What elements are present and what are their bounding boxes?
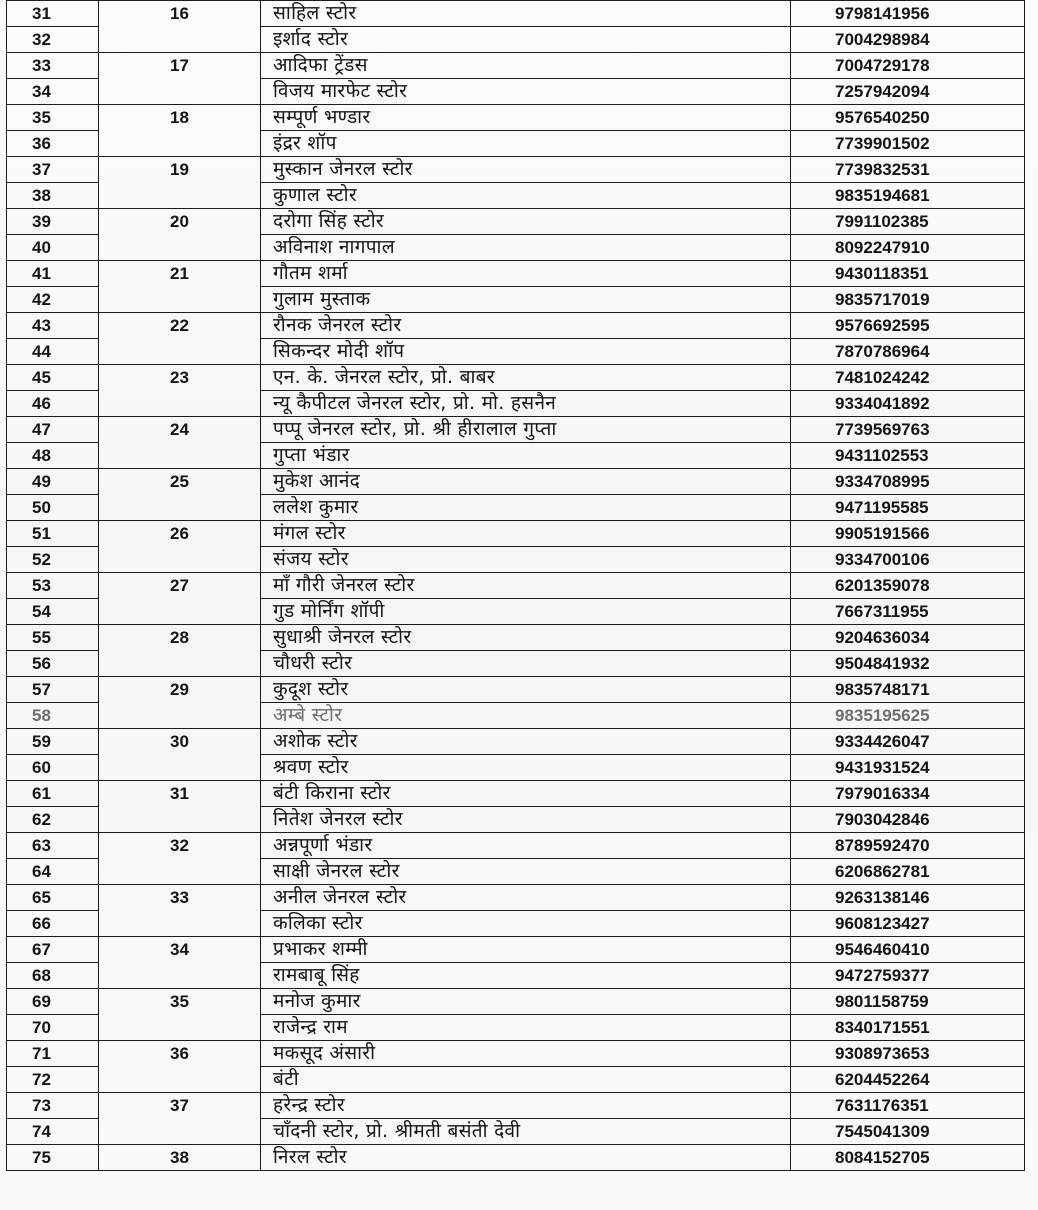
serial-number-cell: 41 xyxy=(7,261,99,287)
phone-number-cell: 9334700106 xyxy=(791,547,1025,573)
group-number-cell xyxy=(99,833,261,885)
store-name-cell: अन्नपूर्णा भंडार xyxy=(261,833,791,859)
phone-number-cell: 9546460410 xyxy=(791,937,1025,963)
table-row xyxy=(7,365,1025,391)
phone-number-cell: 7870786964 xyxy=(791,339,1025,365)
serial-number-cell: 42 xyxy=(7,287,99,313)
store-name-cell: बंटी किराना स्टोर xyxy=(261,781,791,807)
store-name-cell: गुप्ता भंडार xyxy=(261,443,791,469)
group-number-cell xyxy=(99,1145,261,1171)
store-name-cell: कलिका स्टोर xyxy=(261,911,791,937)
store-name-cell: साहिल स्टोर xyxy=(261,1,791,27)
serial-number-cell: 40 xyxy=(7,235,99,261)
store-name-cell: गुलाम मुस्ताक xyxy=(261,287,791,313)
store-name-cell: अम्बे स्टोर xyxy=(261,703,791,729)
serial-number-cell: 51 xyxy=(7,521,99,547)
phone-number-cell: 7667311955 xyxy=(791,599,1025,625)
table-row xyxy=(7,53,1025,79)
phone-number-cell: 7903042846 xyxy=(791,807,1025,833)
group-number: 30 xyxy=(170,732,189,751)
group-number-cell xyxy=(99,53,261,105)
serial-number-cell: 70 xyxy=(7,1015,99,1041)
table-row xyxy=(7,1041,1025,1067)
serial-number-cell: 67 xyxy=(7,937,99,963)
serial-number-cell: 75 xyxy=(7,1145,99,1171)
group-number-cell xyxy=(99,937,261,989)
phone-number-cell: 7979016334 xyxy=(791,781,1025,807)
serial-number-cell: 59 xyxy=(7,729,99,755)
serial-number-cell: 35 xyxy=(7,105,99,131)
phone-number-cell: 8789592470 xyxy=(791,833,1025,859)
phone-number-cell: 9334041892 xyxy=(791,391,1025,417)
store-name-cell: अशोक स्टोर xyxy=(261,729,791,755)
phone-number-cell: 6206862781 xyxy=(791,859,1025,885)
phone-number-cell: 7739569763 xyxy=(791,417,1025,443)
phone-number-cell: 9334426047 xyxy=(791,729,1025,755)
group-number: 25 xyxy=(170,472,189,491)
store-name-cell: कुदूश स्टोर xyxy=(261,677,791,703)
group-number: 24 xyxy=(170,420,189,439)
store-name-cell: इंद्रर शॉप xyxy=(261,131,791,157)
phone-number-cell: 9334708995 xyxy=(791,469,1025,495)
store-name-cell: दरोगा सिंह स्टोर xyxy=(261,209,791,235)
store-name-cell: चौधरी स्टोर xyxy=(261,651,791,677)
phone-number-cell: 9798141956 xyxy=(791,1,1025,27)
group-number: 16 xyxy=(170,4,189,23)
store-name-cell: कुणाल स्टोर xyxy=(261,183,791,209)
serial-number-cell: 64 xyxy=(7,859,99,885)
group-number-cell xyxy=(99,469,261,521)
table-row xyxy=(7,469,1025,495)
group-number: 38 xyxy=(170,1148,189,1167)
group-number: 18 xyxy=(170,108,189,127)
serial-number-cell: 66 xyxy=(7,911,99,937)
serial-number-cell: 65 xyxy=(7,885,99,911)
phone-number-cell: 7991102385 xyxy=(791,209,1025,235)
phone-number-cell: 9431931524 xyxy=(791,755,1025,781)
serial-number-cell: 46 xyxy=(7,391,99,417)
serial-number-cell: 48 xyxy=(7,443,99,469)
group-number: 21 xyxy=(170,264,189,283)
serial-number-cell: 62 xyxy=(7,807,99,833)
phone-number-cell: 7481024242 xyxy=(791,365,1025,391)
group-number: 23 xyxy=(170,368,189,387)
store-name-cell: मनोज कुमार xyxy=(261,989,791,1015)
table-row xyxy=(7,261,1025,287)
table-row xyxy=(7,937,1025,963)
table-row xyxy=(7,1145,1025,1171)
serial-number-cell: 45 xyxy=(7,365,99,391)
serial-number-cell: 57 xyxy=(7,677,99,703)
group-number-cell xyxy=(99,1,261,53)
phone-number-cell: 7004729178 xyxy=(791,53,1025,79)
serial-number-cell: 44 xyxy=(7,339,99,365)
group-number: 26 xyxy=(170,524,189,543)
phone-number-cell: 9608123427 xyxy=(791,911,1025,937)
serial-number-cell: 43 xyxy=(7,313,99,339)
table-row xyxy=(7,989,1025,1015)
store-name-cell: अनील जेनरल स्टोर xyxy=(261,885,791,911)
phone-number-cell: 7631176351 xyxy=(791,1093,1025,1119)
group-number: 27 xyxy=(170,576,189,595)
group-number: 19 xyxy=(170,160,189,179)
store-name-cell: निरल स्टोर xyxy=(261,1145,791,1171)
group-number-cell xyxy=(99,313,261,365)
serial-number-cell: 58 xyxy=(7,703,99,729)
store-name-cell: गौतम शर्मा xyxy=(261,261,791,287)
group-number-cell xyxy=(99,885,261,937)
serial-number-cell: 32 xyxy=(7,27,99,53)
serial-number-cell: 55 xyxy=(7,625,99,651)
phone-number-cell: 9576692595 xyxy=(791,313,1025,339)
store-name-cell: रौनक जेनरल स्टोर xyxy=(261,313,791,339)
phone-number-cell: 9308973653 xyxy=(791,1041,1025,1067)
store-name-cell: आदिफा ट्रेंडस xyxy=(261,53,791,79)
store-name-cell: सम्पूर्ण भण्डार xyxy=(261,105,791,131)
phone-number-cell: 9472759377 xyxy=(791,963,1025,989)
group-number: 34 xyxy=(170,940,189,959)
group-number-cell xyxy=(99,157,261,209)
group-number-cell xyxy=(99,521,261,573)
table-row xyxy=(7,105,1025,131)
table-row xyxy=(7,417,1025,443)
phone-number-cell: 7739901502 xyxy=(791,131,1025,157)
group-number-cell xyxy=(99,573,261,625)
serial-number-cell: 68 xyxy=(7,963,99,989)
phone-number-cell: 9504841932 xyxy=(791,651,1025,677)
store-name-cell: माँ गौरी जेनरल स्टोर xyxy=(261,573,791,599)
store-name-cell: मंगल स्टोर xyxy=(261,521,791,547)
group-number: 32 xyxy=(170,836,189,855)
phone-number-cell: 9263138146 xyxy=(791,885,1025,911)
phone-number-cell: 6204452264 xyxy=(791,1067,1025,1093)
phone-number-cell: 7739832531 xyxy=(791,157,1025,183)
store-name-cell: पप्पू जेनरल स्टोर, प्रो. श्री हीरालाल गुप्ता xyxy=(261,417,791,443)
serial-number-cell: 39 xyxy=(7,209,99,235)
group-number-cell xyxy=(99,1041,261,1093)
store-name-cell: अविनाश नागपाल xyxy=(261,235,791,261)
serial-number-cell: 54 xyxy=(7,599,99,625)
group-number-cell xyxy=(99,989,261,1041)
store-name-cell: न्यू कैपीटल जेनरल स्टोर, प्रो. मो. हसनैन xyxy=(261,391,791,417)
serial-number-cell: 47 xyxy=(7,417,99,443)
phone-number-cell: 7257942094 xyxy=(791,79,1025,105)
phone-number-cell: 9835194681 xyxy=(791,183,1025,209)
serial-number-cell: 50 xyxy=(7,495,99,521)
phone-number-cell: 9835717019 xyxy=(791,287,1025,313)
store-name-cell: प्रभाकर शम्मी xyxy=(261,937,791,963)
serial-number-cell: 31 xyxy=(7,1,99,27)
store-name-cell: बंटी xyxy=(261,1067,791,1093)
group-number-cell xyxy=(99,209,261,261)
serial-number-cell: 73 xyxy=(7,1093,99,1119)
serial-number-cell: 49 xyxy=(7,469,99,495)
store-name-cell: सुधाश्री जेनरल स्टोर xyxy=(261,625,791,651)
table-row xyxy=(7,1093,1025,1119)
group-number: 31 xyxy=(170,784,189,803)
group-number: 28 xyxy=(170,628,189,647)
serial-number-cell: 38 xyxy=(7,183,99,209)
phone-number-cell: 9835748171 xyxy=(791,677,1025,703)
serial-number-cell: 69 xyxy=(7,989,99,1015)
phone-number-cell: 9471195585 xyxy=(791,495,1025,521)
store-name-cell: साक्षी जेनरल स्टोर xyxy=(261,859,791,885)
group-number-cell xyxy=(99,781,261,833)
table-row xyxy=(7,157,1025,183)
group-number: 33 xyxy=(170,888,189,907)
phone-number-cell: 9801158759 xyxy=(791,989,1025,1015)
serial-number-cell: 56 xyxy=(7,651,99,677)
store-name-cell: संजय स्टोर xyxy=(261,547,791,573)
phone-number-cell: 8092247910 xyxy=(791,235,1025,261)
phone-number-cell: 9576540250 xyxy=(791,105,1025,131)
phone-number-cell: 7545041309 xyxy=(791,1119,1025,1145)
group-number: 37 xyxy=(170,1096,189,1115)
serial-number-cell: 36 xyxy=(7,131,99,157)
table-row xyxy=(7,521,1025,547)
store-name-cell: ललेश कुमार xyxy=(261,495,791,521)
group-number-cell xyxy=(99,105,261,157)
serial-number-cell: 37 xyxy=(7,157,99,183)
serial-number-cell: 74 xyxy=(7,1119,99,1145)
phone-number-cell: 9835195625 xyxy=(791,703,1025,729)
store-name-cell: श्रवण स्टोर xyxy=(261,755,791,781)
table-row xyxy=(7,209,1025,235)
store-list-table xyxy=(6,0,1025,1171)
store-name-cell: रामबाबू सिंह xyxy=(261,963,791,989)
group-number: 29 xyxy=(170,680,189,699)
group-number-cell xyxy=(99,625,261,677)
store-name-cell: राजेन्द्र राम xyxy=(261,1015,791,1041)
phone-number-cell: 7004298984 xyxy=(791,27,1025,53)
table-row xyxy=(7,729,1025,755)
group-number-cell xyxy=(99,1093,261,1145)
store-name-cell: एन. के. जेनरल स्टोर, प्रो. बाबर xyxy=(261,365,791,391)
serial-number-cell: 61 xyxy=(7,781,99,807)
phone-number-cell: 9431102553 xyxy=(791,443,1025,469)
group-number-cell xyxy=(99,365,261,417)
serial-number-cell: 33 xyxy=(7,53,99,79)
store-list-body xyxy=(7,1,1025,1171)
table-row xyxy=(7,781,1025,807)
serial-number-cell: 52 xyxy=(7,547,99,573)
group-number-cell xyxy=(99,677,261,729)
group-number-cell xyxy=(99,417,261,469)
table-row xyxy=(7,313,1025,339)
store-name-cell: मुस्कान जेनरल स्टोर xyxy=(261,157,791,183)
store-name-cell: गुड मोर्निंग शॉपी xyxy=(261,599,791,625)
table-row xyxy=(7,833,1025,859)
serial-number-cell: 34 xyxy=(7,79,99,105)
table-row xyxy=(7,677,1025,703)
group-number: 20 xyxy=(170,212,189,231)
phone-number-cell: 8340171551 xyxy=(791,1015,1025,1041)
group-number-cell xyxy=(99,729,261,781)
phone-number-cell: 9430118351 xyxy=(791,261,1025,287)
phone-number-cell: 8084152705 xyxy=(791,1145,1025,1171)
group-number: 35 xyxy=(170,992,189,1011)
group-number: 22 xyxy=(170,316,189,335)
store-name-cell: हरेन्द्र स्टोर xyxy=(261,1093,791,1119)
phone-number-cell: 6201359078 xyxy=(791,573,1025,599)
store-name-cell: मुकेश आनंद xyxy=(261,469,791,495)
table-row xyxy=(7,573,1025,599)
store-name-cell: मकसूद अंसारी xyxy=(261,1041,791,1067)
phone-number-cell: 9204636034 xyxy=(791,625,1025,651)
store-name-cell: नितेश जेनरल स्टोर xyxy=(261,807,791,833)
table-row xyxy=(7,625,1025,651)
phone-number-cell: 9905191566 xyxy=(791,521,1025,547)
serial-number-cell: 71 xyxy=(7,1041,99,1067)
group-number: 36 xyxy=(170,1044,189,1063)
group-number-cell xyxy=(99,261,261,313)
store-name-cell: चाँदनी स्टोर, प्रो. श्रीमती बसंती देवी xyxy=(261,1119,791,1145)
table-row xyxy=(7,885,1025,911)
store-name-cell: विजय मारफेट स्टोर xyxy=(261,79,791,105)
store-name-cell: सिकन्दर मोदी शॉप xyxy=(261,339,791,365)
serial-number-cell: 72 xyxy=(7,1067,99,1093)
store-name-cell: इर्शाद स्टोर xyxy=(261,27,791,53)
serial-number-cell: 63 xyxy=(7,833,99,859)
serial-number-cell: 60 xyxy=(7,755,99,781)
serial-number-cell: 53 xyxy=(7,573,99,599)
table-row xyxy=(7,1,1025,27)
group-number: 17 xyxy=(170,56,189,75)
